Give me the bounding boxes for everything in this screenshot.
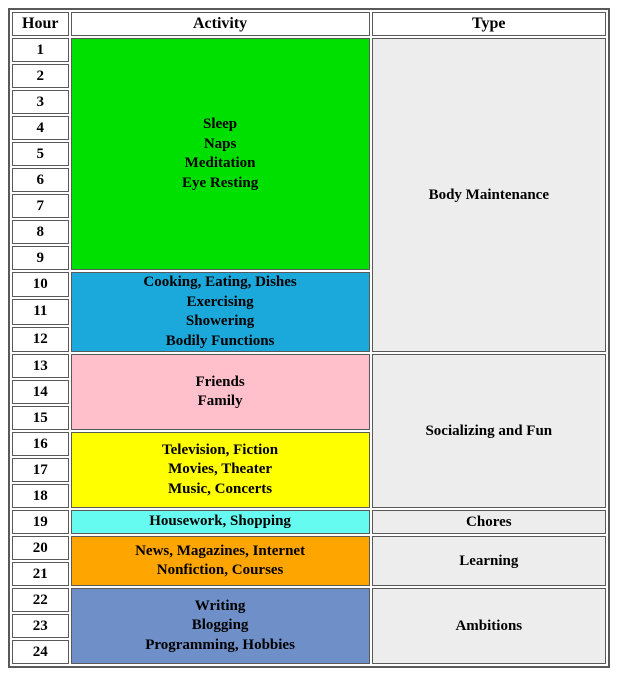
activity-cell-hours-22-24: [71, 588, 370, 664]
activity-cell-hours-1-9: [71, 38, 370, 270]
hour-cell-15: 15: [12, 406, 69, 430]
hour-cell-8: 8: [12, 220, 69, 244]
hour-cell-18: 18: [12, 484, 69, 508]
activity-cell-hours-16-18: [71, 432, 370, 508]
schedule-table-body: [12, 38, 606, 664]
type-cell-hours-22-24: Ambitions: [372, 588, 606, 664]
schedule-table: [8, 8, 610, 668]
hour-cell-6: 6: [12, 168, 69, 192]
hour-cell-12: 12: [12, 327, 69, 352]
hour-row-20: [12, 536, 606, 560]
hour-cell-23: 23: [12, 614, 69, 638]
activity-line: Television, Fiction: [162, 441, 279, 458]
header-row: [12, 12, 606, 36]
header-cell-hour: Hour: [12, 12, 69, 36]
activity-line: Bodily Functions: [165, 332, 275, 349]
hour-cell-24: 24: [12, 640, 69, 664]
activity-cell-hours-19: [71, 510, 370, 534]
activity-line: Blogging: [191, 617, 249, 634]
activity-line: Meditation: [184, 155, 256, 171]
hour-row-22: [12, 588, 606, 612]
hour-cell-3: 3: [12, 90, 69, 114]
activity-line: Eye Resting: [181, 174, 259, 191]
hour-row-1: [12, 38, 606, 62]
activity-line: Nonfiction, Courses: [156, 562, 284, 578]
activity-cell-hours-13-15: [71, 354, 370, 430]
type-cell-hours-1-12: Body Maintenance: [372, 38, 606, 352]
activity-line: Programming, Hobbies: [145, 636, 295, 653]
activity-line: News, Magazines, Internet: [135, 542, 306, 559]
hour-cell-2: 2: [12, 64, 69, 88]
hour-cell-13: 13: [12, 354, 69, 378]
activity-line: Family: [197, 393, 243, 409]
hour-cell-1: 1: [12, 38, 69, 62]
activity-line: Music, Concerts: [168, 480, 273, 497]
type-cell-hours-13-18: Socializing and Fun: [372, 354, 606, 508]
header-cell-activity: Activity: [71, 12, 370, 36]
type-cell-hours-20-21: Learning: [372, 536, 606, 586]
hour-cell-7: 7: [12, 194, 69, 218]
hour-cell-21: 21: [12, 562, 69, 586]
activity-line: Movies, Theater: [168, 461, 273, 478]
hour-cell-5: 5: [12, 142, 69, 166]
hour-cell-20: 20: [12, 536, 69, 560]
header-cell-type: Type: [372, 12, 606, 36]
hour-cell-22: 22: [12, 588, 69, 612]
hour-cell-11: 11: [12, 299, 69, 324]
hour-cell-19: 19: [12, 510, 69, 534]
hour-cell-16: 16: [12, 432, 69, 456]
activity-line: Writing: [194, 597, 246, 614]
hour-row-13: [12, 354, 606, 378]
hour-cell-9: 9: [12, 246, 69, 270]
activity-cell-hours-10-12: [71, 272, 370, 352]
hour-cell-14: 14: [12, 380, 69, 404]
schedule-table-header: [12, 12, 606, 36]
activity-line: Sleep: [202, 116, 238, 132]
activity-line: Naps: [203, 135, 237, 152]
hour-cell-10: 10: [12, 272, 69, 297]
activity-line: Exercising: [186, 293, 254, 310]
type-cell-hours-19: Chores: [372, 510, 606, 534]
activity-line: Showering: [185, 313, 255, 329]
activity-line: Housework, Shopping: [149, 513, 291, 530]
activity-cell-hours-20-21: [71, 536, 370, 586]
activity-line: Cooking, Eating, Dishes: [143, 274, 297, 290]
hour-cell-17: 17: [12, 458, 69, 482]
hour-cell-4: 4: [12, 116, 69, 140]
hour-row-19: [12, 510, 606, 534]
activity-line: Friends: [195, 373, 245, 390]
